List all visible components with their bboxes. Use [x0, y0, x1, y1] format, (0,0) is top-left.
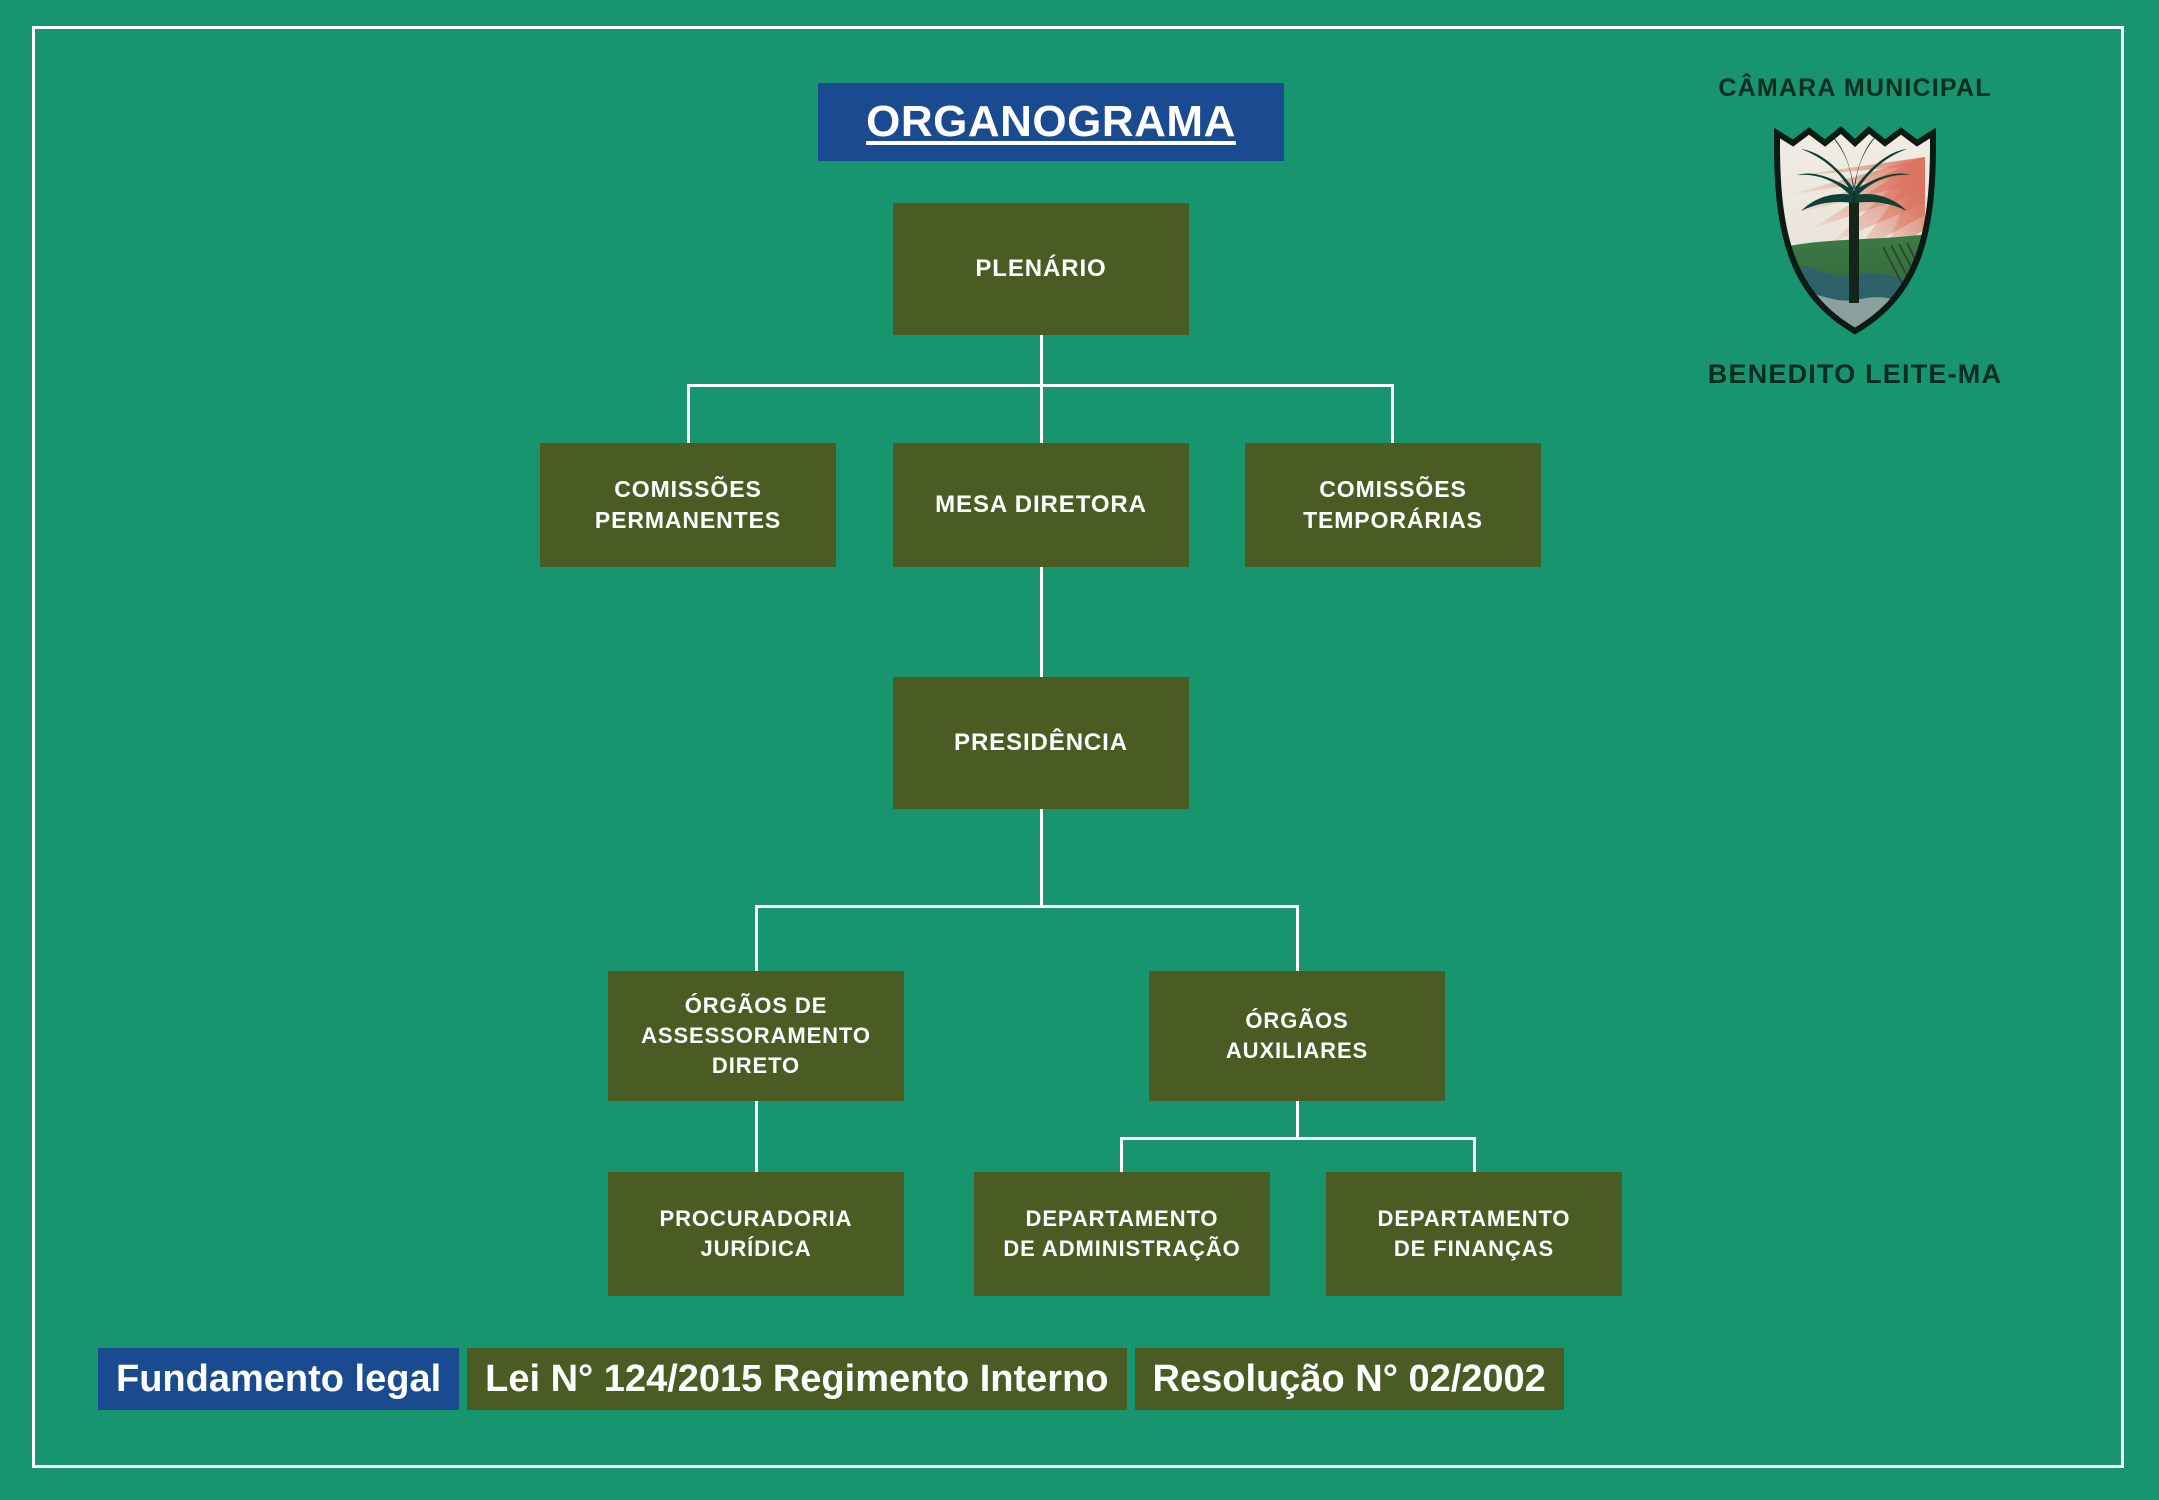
page-title: ORGANOGRAMA: [866, 97, 1236, 146]
node-presidencia[interactable]: [893, 677, 1189, 809]
node-presidencia-label: PRESIDÊNCIA: [954, 728, 1128, 756]
connector-drop-comissoes-permanentes: [687, 384, 690, 443]
node-orgaos-assessoramento-label-line2: ASSESSORAMENTO: [641, 1023, 871, 1049]
connector-mesa-to-presidencia: [1040, 567, 1043, 677]
node-procuradoria-juridica[interactable]: [608, 1172, 904, 1296]
connector-level4-bus: [1120, 1137, 1475, 1140]
node-comissoes-permanentes-label-line1: COMISSÕES: [614, 475, 762, 502]
node-plenario-label: PLENÁRIO: [975, 254, 1107, 282]
connector-plenario-down: [1040, 335, 1043, 384]
connector-presidencia-down: [1040, 809, 1043, 905]
node-comissoes-temporarias[interactable]: [1245, 443, 1541, 567]
node-departamento-administracao-label-line1: DEPARTAMENTO: [1025, 1206, 1219, 1232]
node-orgaos-auxiliares[interactable]: [1149, 971, 1445, 1101]
connector-drop-orgaos-assessoramento: [755, 905, 758, 971]
connector-drop-departamento-financas: [1473, 1137, 1476, 1172]
node-orgaos-auxiliares-label-line2: AUXILIARES: [1225, 1038, 1369, 1063]
legal-basis-label: Fundamento legal: [98, 1348, 459, 1410]
legal-basis-footer: [98, 1348, 1564, 1410]
legal-basis-law: Lei N° 124/2015 Regimento Interno: [467, 1348, 1126, 1410]
node-orgaos-assessoramento-direto[interactable]: [608, 971, 904, 1101]
legal-basis-resolution: Resolução N° 02/2002: [1135, 1348, 1564, 1410]
node-departamento-financas-label-line1: DEPARTAMENTO: [1377, 1206, 1571, 1232]
connector-auxiliares-down: [1296, 1101, 1299, 1137]
node-procuradoria-label-line1: PROCURADORIA: [659, 1206, 853, 1232]
node-orgaos-assessoramento-label-line1: ÓRGÃOS DE: [684, 993, 828, 1019]
coat-of-arms-icon: [1757, 117, 1953, 349]
node-mesa-diretora[interactable]: [893, 443, 1189, 567]
node-departamento-administracao-label-line2: DE ADMINISTRAÇÃO: [1003, 1236, 1241, 1261]
node-comissoes-temporarias-label-line1: COMISSÕES: [1319, 475, 1467, 502]
page-title-banner: [818, 83, 1284, 161]
connector-drop-departamento-administracao: [1120, 1137, 1123, 1172]
emblem-top-label: CÂMARA MUNICIPAL: [1718, 74, 1992, 102]
connector-drop-orgaos-auxiliares: [1296, 905, 1299, 971]
node-departamento-financas-label-line2: DE FINANÇAS: [1393, 1236, 1555, 1261]
emblem-bottom-label: BENEDITO LEITE-MA: [1707, 359, 2003, 389]
node-comissoes-permanentes[interactable]: [540, 443, 836, 567]
node-comissoes-temporarias-label-line2: TEMPORÁRIAS: [1303, 507, 1483, 533]
connector-level3-bus: [755, 905, 1299, 908]
connector-drop-mesa-diretora: [1040, 384, 1043, 443]
node-orgaos-assessoramento-label-line3: DIRETO: [711, 1052, 801, 1078]
node-procuradoria-label-line2: JURÍDICA: [700, 1236, 812, 1261]
node-orgaos-auxiliares-label-line1: ÓRGÃOS: [1245, 1008, 1349, 1034]
node-comissoes-permanentes-label-line2: PERMANENTES: [594, 507, 782, 533]
node-plenario[interactable]: [893, 203, 1189, 335]
node-departamento-administracao[interactable]: [974, 1172, 1270, 1296]
node-mesa-diretora-label: MESA DIRETORA: [935, 490, 1147, 518]
node-departamento-financas[interactable]: [1326, 1172, 1622, 1296]
emblem-block: [1655, 74, 2055, 390]
connector-assessoramento-to-procuradoria: [755, 1101, 758, 1172]
connector-drop-comissoes-temporarias: [1391, 384, 1394, 443]
